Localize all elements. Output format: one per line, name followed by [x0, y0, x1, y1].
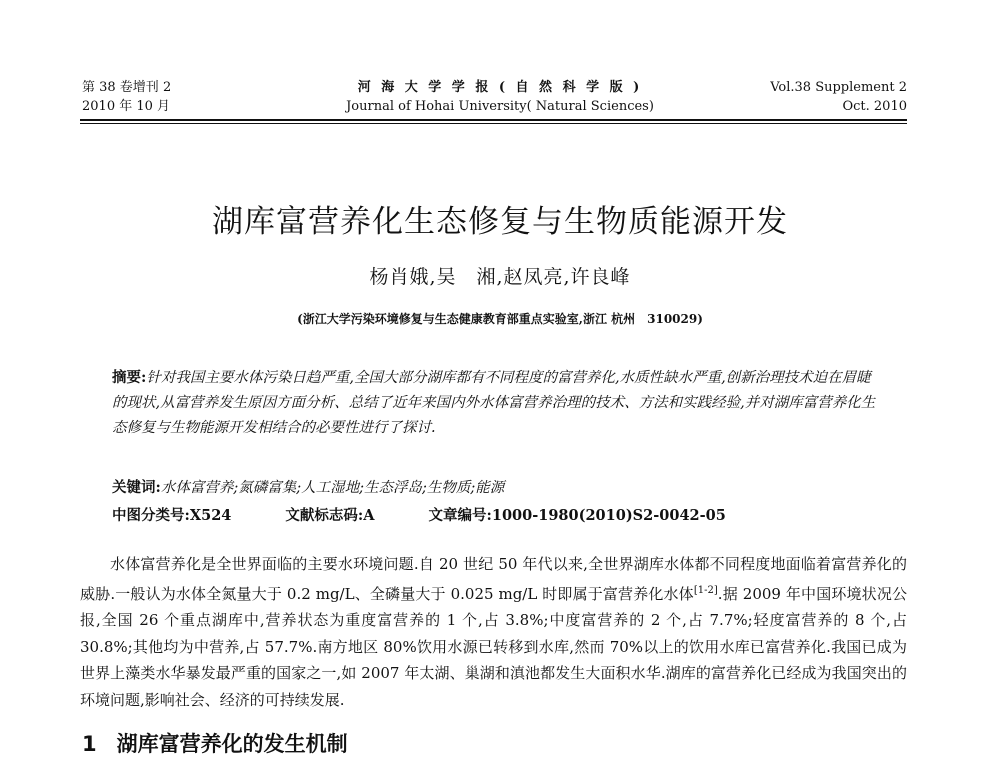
keywords [112, 476, 504, 497]
section-heading [82, 728, 348, 758]
journal-volume-info [82, 78, 171, 116]
section-title: 湖库富营养化的发生机制 [116, 732, 348, 756]
journal-name-en: Journal of Hohai University( Natural Sciences) [346, 99, 654, 114]
classification-line [112, 504, 780, 525]
doc-value: A [363, 507, 375, 524]
keywords-label: 关键词: [112, 479, 161, 496]
header-rule-thin [80, 123, 907, 124]
volume-issue: 第 38 卷增刊 2 [82, 80, 172, 95]
journal-volume-info-en [770, 78, 907, 116]
citation-ref: [1-2] [693, 584, 718, 596]
document-code [285, 504, 374, 525]
clc-label: 中图分类号: [112, 507, 190, 524]
article-authors: 杨肖娥,吴 湘,赵凤亮,许良峰 [369, 266, 631, 288]
header-rule-thick [80, 119, 907, 121]
publication-date-cn: 2010 年 10 月 [82, 99, 171, 114]
clc-number [112, 504, 231, 525]
section-number: 1 [82, 732, 97, 756]
abstract [112, 365, 882, 441]
article-id [429, 504, 726, 525]
article-title: 湖库富营养化生态修复与生物质能源开发 [212, 204, 788, 240]
keywords-text: 水体富营养;氮磷富集;人工湿地;生态浮岛;生物质;能源 [160, 480, 505, 496]
paragraph-text-part2: .据 2009 年中国环境状况公报,全国 26 个重点湖库中,营养状态为重度富营养的 1 个,占 3.8%;中度富营养的 2 个,占 7.7%;轻度富营养的 8 个,占 30.8%;其他均为中营养,占 57.7%.南方地区 80%饮用水源已转移到水库,然而 70%以上的饮用水库已富营养化.我国已成为世界上藻类水华暴发最严重的国家之一,如 2007 年太湖、巢湖和滇池都发生大面积水华.湖库的富营养化已经成为我国突出的环境问题,影响社会、经济的可持续发展. [80, 584, 908, 709]
publication-date-en: Oct. 2010 [842, 99, 907, 114]
clc-value: X524 [189, 507, 232, 524]
journal-name [300, 78, 700, 116]
article-label: 文章编号: [428, 507, 492, 524]
abstract-label: 摘要: [112, 369, 147, 386]
author-affiliation: (浙江大学污染环境修复与生态健康教育部重点实验室,浙江 杭州 310029) [297, 312, 703, 326]
abstract-text: 针对我国主要水体污染日趋严重,全国大部分湖库都有不同程度的富营养化,水质性缺水严重,创新治理技术迫在眉睫的现状,从富营养发生原因方面分析、总结了近年来国内外水体富营养治理的技术、方法和实践经验,并对湖库富营养化生态修复与生物能源开发相结合的必要性进行了探讨. [112, 370, 876, 436]
intro-paragraph [80, 551, 907, 713]
journal-name-cn: 河 海 大 学 学 报 ( 自 然 科 学 版 ) [357, 80, 643, 95]
article-value: 1000-1980(2010)S2-0042-05 [491, 507, 726, 524]
paragraph-text-part1: 水体富营养化是全世界面临的主要水环境问题.自 20 世纪 50 年代以来,全世界湖库水体都不同程度地面临着富营养化的威胁.一般认为水体全氮量大于 0.2 mg/L、全磷量大于 0.025 mg/L 时即属于富营养化水体 [80, 555, 907, 603]
doc-label: 文献标志码: [285, 507, 364, 524]
volume-supplement-en: Vol.38 Supplement 2 [770, 80, 907, 95]
